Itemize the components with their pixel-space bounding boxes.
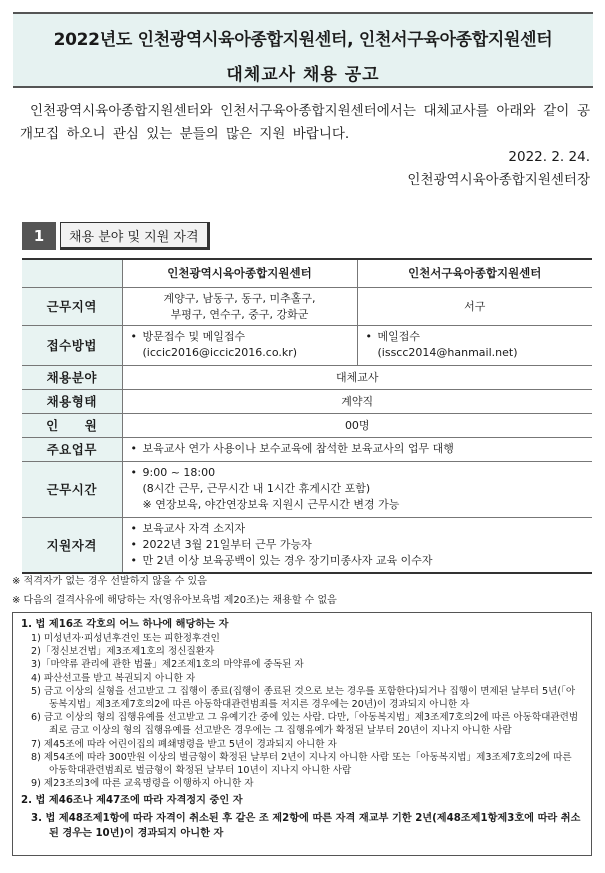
table-row [22, 365, 592, 389]
column-header-incheon: 인천광역시육아종합지원센터 [122, 259, 357, 287]
workplace-seogu: 서구 [357, 287, 592, 325]
apply-seogu-method: • 메일접수 [364, 329, 587, 345]
hours-time: • 9:00 ~ 18:00 [129, 465, 587, 481]
list-item: 4) 파산선고를 받고 복권되지 아니한 자 [31, 672, 196, 684]
qualification-value [122, 517, 592, 573]
page-title: 2022년도 인천광역시육아종합지원센터, 인천서구육아종합지원센터 [53, 30, 553, 50]
duty-value [122, 437, 592, 461]
row-label-workplace: 근무지역 [22, 287, 122, 325]
list-item: 6) 금고 이상의 형의 집행유예를 선고받고 그 유예기간 중에 있는 사람. 다만,「아동복지법」제3조제7호의2에 따른 아동학대관련범죄로 금고 이상의 형의 집행유예를 선고받은 경우에는 그 집행유예가 확정된 날부터 20년이 지나지 아니한 사람 [31, 712, 579, 737]
row-label-apply: 접수방법 [22, 325, 122, 365]
table-header-row [22, 259, 592, 287]
section-title: 채용 분야 및 지원 자격 [60, 222, 210, 250]
table-row [22, 413, 592, 437]
intro-paragraph: 인천광역시육아종합지원센터와 인천서구육아종합지원센터에서는 대체교사를 아래와 같이 공개모집 하오니 관심 있는 분들의 많은 지원 바랍니다. [20, 103, 590, 142]
empty-header-cell [22, 259, 122, 287]
disqualification-heading-2: 2. 법 제46조나 제47조에 따라 자격정지 중인 자 [21, 795, 243, 807]
hours-detail: (8시간 근무, 근무시간 내 1시간 휴게시간 포함) [142, 482, 371, 495]
page-subtitle: 대체교사 채용 공고 [226, 65, 380, 85]
workplace-incheon-line2: 부평구, 연수구, 중구, 강화군 [170, 308, 309, 321]
recruitment-table [22, 258, 592, 574]
hours-note: ※ 연장보육, 야간연장보육 지원시 근무시간 변경 가능 [142, 498, 400, 511]
disqualification-box [12, 612, 592, 856]
list-item: 3)「마약류 관리에 관한 법률」제2조제1호의 마약류에 중독된 자 [31, 659, 304, 671]
workplace-incheon-line1: 계양구, 남동구, 동구, 미추홀구, [163, 292, 316, 305]
table-row [22, 325, 592, 365]
headcount-value: 00명 [122, 413, 592, 437]
issuer: 인천광역시육아종합지원센터장 [407, 172, 590, 188]
type-value: 계약직 [122, 389, 592, 413]
apply-incheon-method: • 방문접수 및 메일접수 [129, 329, 351, 345]
disqualification-heading-3: 3. 법 제48조제1항에 따라 자격이 취소된 후 같은 조 제2항에 따른 자격 재교부 기한 2년(제48조제1항제3호에 따라 취소된 경우는 10년)이 경과되지 아니한 자 [31, 813, 581, 840]
table-row [22, 461, 592, 517]
table-row [22, 287, 592, 325]
list-item: 2)「정신보건법」제3조제1호의 정신질환자 [31, 646, 215, 658]
qualification-item: • 보육교사 자격 소지자 [129, 521, 587, 537]
list-item: 8) 제54조에 따라 300만원 이상의 벌금형이 확정된 날부터 2년이 지나지 아니한 사람 또는「아동복지법」제3조제7호의2에 따른 아동학대관련범죄로 벌금형이 확정된 날부터 10년이 지나지 아니한 사람 [31, 751, 572, 777]
intro [20, 100, 590, 192]
list-item: 5) 금고 이상의 실형을 선고받고 그 집행이 종료(집행이 종료된 것으로 보는 경우를 포함한다)되거나 집행이 면제된 날부터 5년(「아동복지법」제3조제7호의2에 따른 아동학대관련범죄를 저지른 경우에는 20년)이 경과되지 아니한 자 [31, 685, 576, 711]
column-header-seogu: 인천서구육아종합지원센터 [357, 259, 592, 287]
qualification-item: • 만 2년 이상 보육공백이 있는 경우 장기미종사자 교육 이수자 [129, 553, 587, 569]
row-label-qualification: 지원자격 [22, 517, 122, 573]
section-header [22, 222, 210, 252]
apply-seogu-email: (isscc2014@hanmail.net) [377, 346, 518, 359]
hours-value [122, 461, 592, 517]
qualification-item: • 2022년 3월 21일부터 근무 가능자 [129, 537, 587, 553]
row-label-hours: 근무시간 [22, 461, 122, 517]
note-no-selection: ※ 적격자가 없는 경우 선발하지 않을 수 있음 [12, 576, 207, 587]
list-item: 1) 미성년자·피성년후견인 또는 피한정후견인 [31, 633, 220, 644]
row-label-type: 채용형태 [22, 389, 122, 413]
table-row [22, 389, 592, 413]
duty-item: • 보육교사 연가 사용이나 보수교육에 참석한 보육교사의 업무 대행 [129, 441, 587, 457]
field-value: 대체교사 [122, 365, 592, 389]
title-banner [13, 12, 593, 88]
table-row [22, 437, 592, 461]
section-number: 1 [22, 222, 56, 250]
apply-incheon-email: (iccic2016@iccic2016.co.kr) [142, 346, 298, 359]
notes [12, 572, 337, 610]
row-label-headcount: 인 원 [22, 413, 122, 437]
list-item: 9) 제23조의3에 따른 교육명령을 이행하지 아니한 자 [31, 778, 254, 790]
announcement-date: 2022. 2. 24. [508, 149, 590, 165]
workplace-incheon [122, 287, 357, 325]
table-row [22, 517, 592, 573]
apply-incheon [122, 325, 357, 365]
row-label-field: 채용분야 [22, 365, 122, 389]
apply-seogu [357, 325, 592, 365]
note-disqualification: ※ 다음의 결격사유에 해당하는 자(영유아보육법 제20조)는 채용할 수 없음 [12, 595, 337, 606]
disqualification-heading-1: 1. 법 제16조 각호의 어느 하나에 해당하는 자 [21, 619, 229, 630]
row-label-duty: 주요업무 [22, 437, 122, 461]
list-item: 7) 제45조에 따라 어린이집의 폐쇄명령을 받고 5년이 경과되지 아니한 자 [31, 738, 337, 750]
